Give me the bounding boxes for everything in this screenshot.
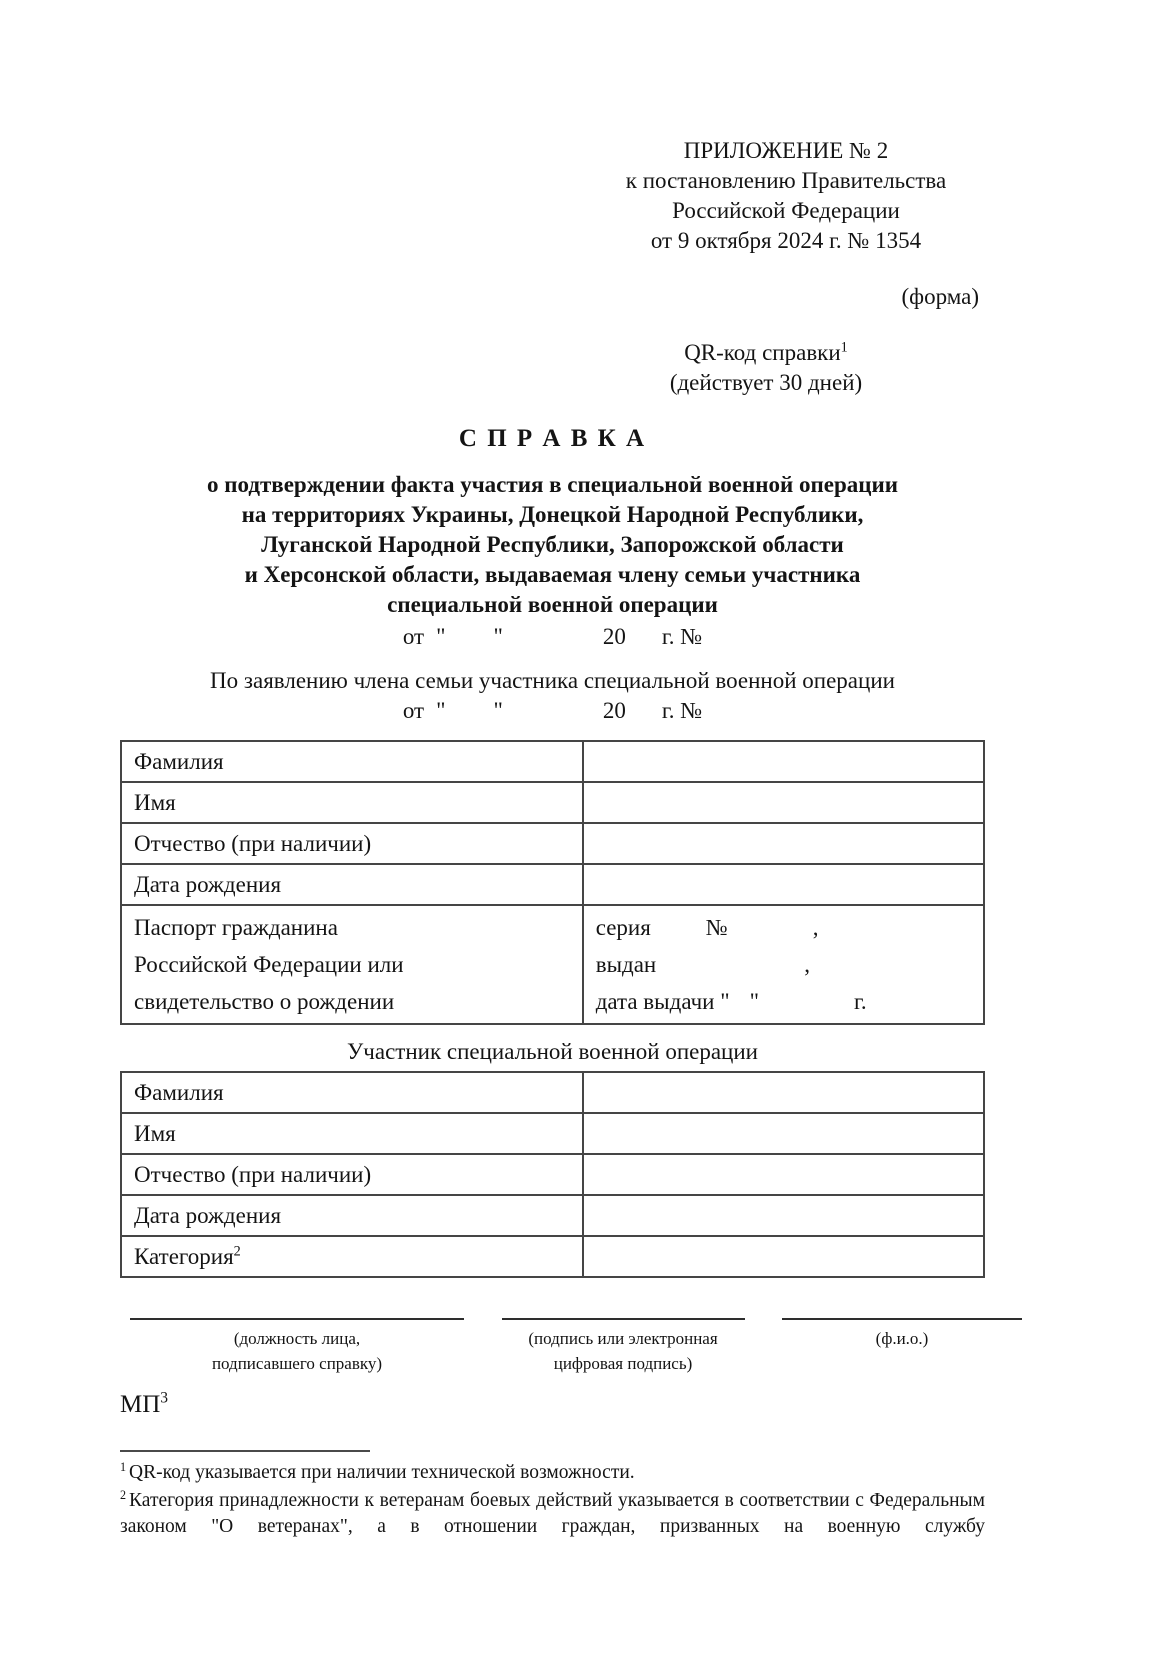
applicant-intro: По заявлению члена семьи участника специальной военной операции: [210, 668, 895, 693]
date-year-abbr: г.: [661, 624, 675, 649]
table-row: [121, 1195, 984, 1236]
signature-signature-field: (подпись или электронная цифровая подпись): [502, 1318, 745, 1376]
footnote-ref-1: 1: [840, 339, 848, 356]
passport-issue-date-line: дата выдачи " " г.: [595, 989, 867, 1014]
footnote-separator: [120, 1450, 370, 1452]
date-from-label: от: [402, 624, 425, 649]
decree-reference-line2: Российской Федерации: [672, 198, 900, 223]
qr-note-block: [571, 338, 961, 398]
footnotes-section: [120, 1460, 985, 1540]
table-row: [121, 864, 984, 905]
row-label-passport: Паспорт гражданина Российской Федерации или свидетельство о рождении: [121, 905, 583, 1024]
row-value-passport: [583, 905, 984, 1024]
subtitle-line: на территориях Украины, Донецкой Народной Республики,: [241, 502, 864, 527]
row-value-birthdate: [583, 1195, 984, 1236]
date-from-label: от: [402, 698, 425, 723]
row-label-birthdate: Дата рождения: [121, 1195, 583, 1236]
row-value-patronymic: [583, 1154, 984, 1195]
table-row: [121, 1154, 984, 1195]
row-label-surname: Фамилия: [121, 1072, 583, 1113]
table-row: [121, 1113, 984, 1154]
signature-position-field: (должность лица, подписавшего справку): [130, 1318, 464, 1376]
appendix-reference-block: [591, 136, 981, 256]
subtitle-line: и Херсонской области, выдаваемая члену семьи участника: [244, 562, 861, 587]
row-value-category: [583, 1236, 984, 1277]
table-row: [121, 823, 984, 864]
row-label-patronymic: Отчество (при наличии): [121, 1154, 583, 1195]
passport-issued-line: выдан ,: [595, 952, 810, 977]
participant-table: [120, 1071, 985, 1278]
date-number-sign: №: [680, 624, 703, 649]
passport-series-line: серия № ,: [595, 915, 819, 940]
table-row-category: [121, 1236, 984, 1277]
signature-fullname-field: (ф.и.о.): [782, 1318, 1022, 1376]
document-title: С П Р А В К А: [458, 425, 647, 452]
footnote-ref-3: 3: [160, 1389, 169, 1407]
footnote-1: $^1$ QR-код указывается при наличии технической возможности.: [120, 1459, 635, 1483]
footnote-ref-2: 2: [233, 1242, 241, 1259]
row-value-birthdate: [583, 864, 984, 905]
date-year-abbr: г.: [661, 698, 675, 723]
appendix-number: ПРИЛОЖЕНИЕ № 2: [683, 138, 889, 163]
table-row: [121, 1072, 984, 1113]
row-label-category: Категория$^2$: [121, 1236, 583, 1277]
subtitle-line: специальной военной операции: [387, 592, 718, 617]
row-value-name: [583, 1113, 984, 1154]
family-member-table: [120, 740, 985, 1025]
application-date-line: от " " 20 г. №: [120, 696, 985, 726]
stamp-placeholder: $МП^3$: [120, 1389, 169, 1418]
subtitle-line: Луганской Народной Республики, Запорожской области: [261, 532, 844, 557]
decree-date-number: от 9 октября 2024 г. № 1354: [650, 228, 922, 253]
subtitle-line: о подтверждении факта участия в специальной военной операции: [207, 472, 898, 497]
table-row: [121, 741, 984, 782]
row-value-name: [583, 782, 984, 823]
row-label-birthdate: Дата рождения: [121, 864, 583, 905]
row-value-patronymic: [583, 823, 984, 864]
row-label-name: Имя: [121, 1113, 583, 1154]
row-value-surname: [583, 741, 984, 782]
document-subtitle: [120, 470, 985, 620]
date-century: 20: [602, 624, 626, 649]
date-century: 20: [602, 698, 626, 723]
row-label-name: Имя: [121, 782, 583, 823]
row-label-patronymic: Отчество (при наличии): [121, 823, 583, 864]
qr-validity-label: (действует 30 дней): [669, 370, 863, 395]
certificate-date-line: от " " 20 г. №: [120, 622, 985, 652]
table-row-passport: [121, 905, 984, 1024]
row-value-surname: [583, 1072, 984, 1113]
forma-label: (форма): [901, 284, 979, 309]
qr-code-label: QR-код справки$^1$: [684, 339, 848, 365]
table-row: [121, 782, 984, 823]
signature-block: [130, 1318, 1022, 1376]
participant-table-caption: Участник специальной военной операции: [347, 1039, 758, 1064]
date-number-sign: №: [680, 698, 703, 723]
decree-reference-line1: к постановлению Правительства: [625, 168, 947, 193]
row-label-surname: Фамилия: [121, 741, 583, 782]
footnote-2: $^2$ Категория принадлежности к ветеранам боевых действий указывается в соответствии с Федеральным законом "О ветеранах", а в отношении граждан, призванных на военную службу: [120, 1487, 985, 1537]
